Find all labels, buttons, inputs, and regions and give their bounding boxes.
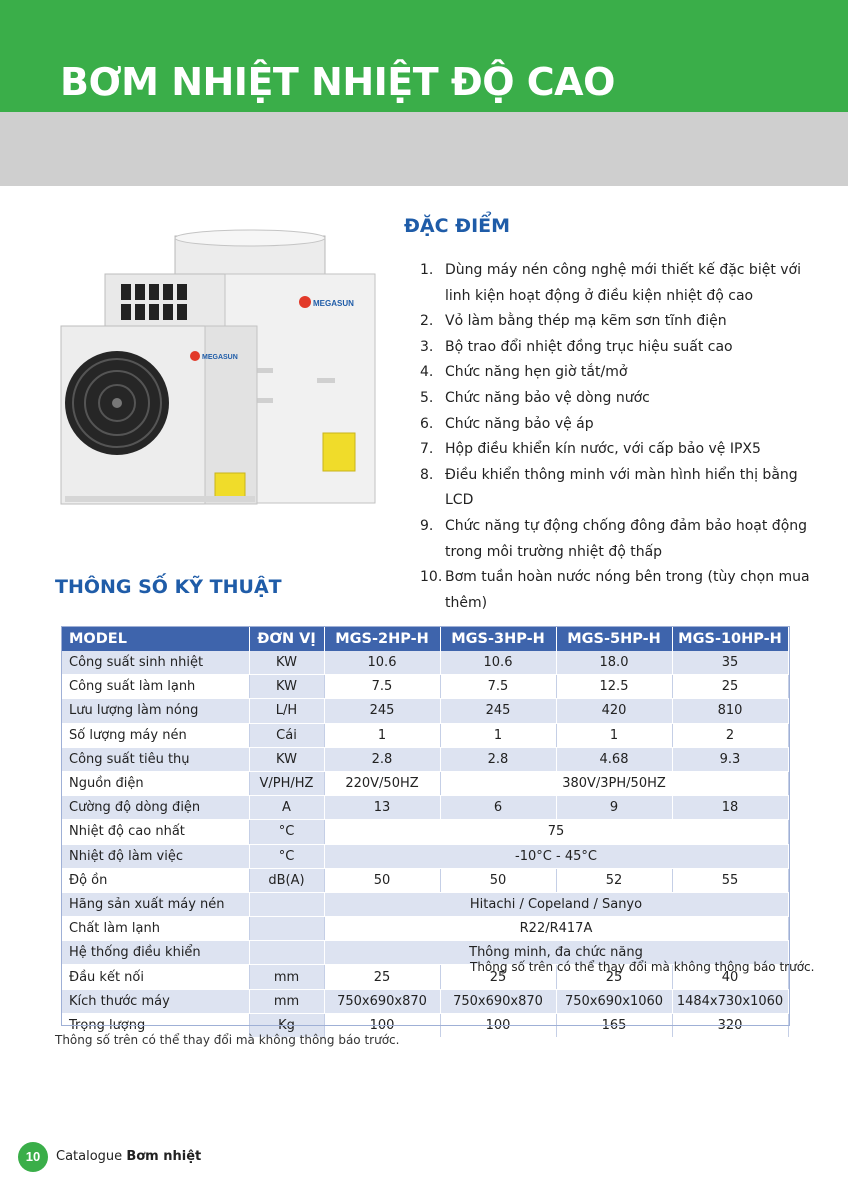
spec-row-label: Số lượng máy nén [62,723,249,747]
spec-cell: Thông minh, đa chức năng [324,941,788,965]
feature-item [420,565,820,616]
feature-text: Bơm tuần hoàn nước nóng bên trong (tùy chọn mua thêm) [445,569,810,611]
spec-cell: 55 [672,868,788,892]
spec-row [62,723,788,747]
spec-cell: 25 [672,675,788,699]
page-title: BƠM NHIỆT NHIỆT ĐỘ CAO [60,60,615,104]
spec-cell: 750x690x870 [324,989,440,1013]
feature-item [420,514,820,565]
spec-cell: 7.5 [324,675,440,699]
feature-item [420,386,820,412]
feature-text: Hộp điều khiển kín nước, với cấp bảo vệ IPX5 [445,441,761,458]
spec-row [62,989,788,1013]
spec-row-label: Trọng lượng [62,1013,249,1037]
spec-cell: 12.5 [556,675,672,699]
brand-logo-rear: MEGASUN [313,299,354,308]
spec-row-label: Đầu kết nối [62,965,249,989]
feature-text: Chức năng bảo vệ dòng nước [445,389,650,406]
spec-cell: 50 [324,868,440,892]
spec-row [62,675,788,699]
spec-cell: 750x690x1060 [556,989,672,1013]
spec-cell: 40 [672,965,788,989]
feature-item [420,309,820,335]
feature-number: 4. [420,364,434,381]
spec-row-label: Độ ồn [62,868,249,892]
spec-row-unit [249,917,324,941]
spec-cell: 9.3 [672,747,788,771]
spec-cell: 75 [324,820,788,844]
spec-cell: 245 [324,699,440,723]
footer-catalogue [56,1149,201,1164]
spec-cell: 380V/3PH/50HZ [440,771,788,795]
spec-row-unit: Cái [249,723,324,747]
spec-column-header: ĐƠN VỊ [249,627,324,651]
spec-row [62,771,788,795]
spec-table [62,627,789,1038]
spec-row-label: Chất làm lạnh [62,917,249,941]
feature-text: Dùng máy nén công nghệ mới thiết kế đặc biệt với linh kiện hoạt động ở điều kiện nhiệt độ cao [445,262,801,304]
spec-row [62,844,788,868]
feature-text: Chức năng hẹn giờ tắt/mở [445,364,628,381]
spec-row [62,868,788,892]
spec-row-label: Nhiệt độ cao nhất [62,820,249,844]
spec-cell: 100 [440,1013,556,1037]
spec-cell: 220V/50HZ [324,771,440,795]
features-list [420,258,820,616]
spec-row-unit: KW [249,747,324,771]
feature-number: 7. [420,441,434,458]
footer-catalogue-name: Bơm nhiệt [126,1149,202,1164]
feature-item [420,258,820,309]
spec-cell: 25 [440,965,556,989]
spec-cell: 420 [556,699,672,723]
feature-number: 3. [420,338,434,355]
spec-row [62,651,788,675]
spec-cell: 165 [556,1013,672,1037]
spec-cell: 2.8 [440,747,556,771]
feature-item [420,335,820,361]
spec-row [62,892,788,916]
spec-cell: 10.6 [324,651,440,675]
feature-number: 5. [420,389,434,406]
feature-text: Chức năng tự động chống đông đảm bảo hoạt động trong môi trường nhiệt độ thấp [445,517,808,560]
spec-cell: 10.6 [440,651,556,675]
feature-number: 1. [420,262,434,278]
spec-row-unit: mm [249,965,324,989]
feature-number: 10. [420,569,443,586]
spec-row-label: Hệ thống điều khiển [62,941,249,965]
spec-row-unit: KW [249,675,324,699]
spec-row-unit: mm [249,989,324,1013]
footer-catalogue-label: Catalogue [56,1149,123,1164]
spec-row-unit: °C [249,844,324,868]
spec-row-label: Nguồn điện [62,771,249,795]
spec-column-header: MGS-3HP-H [440,627,556,651]
spec-column-header: MGS-5HP-H [556,627,672,651]
spec-row [62,796,788,820]
spec-table-header [62,627,788,651]
spec-row-unit: Kg [249,1013,324,1037]
spec-cell: 1484x730x1060 [672,989,788,1013]
spec-cell: 9 [556,796,672,820]
spec-cell: 52 [556,868,672,892]
features-heading: ĐẶC ĐIỂM [404,215,511,237]
spec-row-unit: V/PH/HZ [249,771,324,795]
spec-row-label: Nhiệt độ làm việc [62,844,249,868]
spec-cell: 4.68 [556,747,672,771]
footnote: Thông số trên có thể thay đổi mà không thông báo trước. [55,1033,400,1047]
spec-cell: 13 [324,796,440,820]
spec-row-unit: L/H [249,699,324,723]
spec-row-label: Công suất làm lạnh [62,675,249,699]
feature-text: Chức năng bảo vệ áp [445,415,594,432]
spec-cell: 245 [440,699,556,723]
heat-pump-illustration [55,228,385,528]
specs-heading: THÔNG SỐ KỸ THUẬT [55,576,282,598]
spec-row [62,820,788,844]
spec-cell: -10°C - 45°C [324,844,788,868]
spec-row-label: Lưu lượng làm nóng [62,699,249,723]
spec-cell: 25 [556,965,672,989]
spec-row [62,747,788,771]
feature-item [420,412,820,438]
spec-cell: 320 [672,1013,788,1037]
page-number-badge: 10 [18,1142,48,1172]
brand-logo-front: MEGASUN [202,354,238,361]
spec-row-unit: dB(A) [249,868,324,892]
spec-row-label: Công suất tiêu thụ [62,747,249,771]
spec-cell: 810 [672,699,788,723]
spec-row-unit: °C [249,820,324,844]
feature-number: 9. [420,517,434,534]
spec-column-header: MGS-10HP-H [672,627,788,651]
feature-number: 6. [420,415,434,432]
spec-cell: R22/R417A [324,917,788,941]
spec-cell: 2 [672,723,788,747]
spec-row-unit [249,941,324,965]
overlay-note: Thông số trên có thể thay đổi mà không thông báo trước. [470,960,815,974]
spec-row-unit: A [249,796,324,820]
spec-row-label: Hãng sản xuất máy nén [62,892,249,916]
spec-row-unit: KW [249,651,324,675]
spec-cell: 25 [324,965,440,989]
spec-cell: 750x690x870 [440,989,556,1013]
spec-cell: 50 [440,868,556,892]
spec-cell: Hitachi / Copeland / Sanyo [324,892,788,916]
feature-item [420,360,820,386]
spec-row-label: Công suất sinh nhiệt [62,651,249,675]
spec-cell: 7.5 [440,675,556,699]
spec-cell: 6 [440,796,556,820]
spec-cell: 2.8 [324,747,440,771]
spec-cell: 100 [324,1013,440,1037]
feature-item [420,463,820,514]
spec-row-label: Kích thước máy [62,989,249,1013]
feature-item [420,437,820,463]
spec-column-header: MODEL [62,627,249,651]
spec-row [62,699,788,723]
spec-row-unit [249,892,324,916]
spec-cell: 35 [672,651,788,675]
spec-column-header: MGS-2HP-H [324,627,440,651]
spec-cell: 1 [324,723,440,747]
spec-row [62,917,788,941]
spec-cell: 18.0 [556,651,672,675]
feature-text: Điều khiển thông minh với màn hình hiển thị bằng LCD [445,466,798,509]
feature-text: Bộ trao đổi nhiệt đồng trục hiệu suất cao [445,338,733,355]
spec-cell: 1 [440,723,556,747]
spec-cell: 18 [672,796,788,820]
header-gray-band [0,112,848,186]
feature-text: Vỏ làm bằng thép mạ kẽm sơn tĩnh điện [445,313,727,330]
spec-cell: 1 [556,723,672,747]
feature-number: 8. [420,466,434,483]
spec-row-label: Cường độ dòng điện [62,796,249,820]
feature-number: 2. [420,313,434,330]
